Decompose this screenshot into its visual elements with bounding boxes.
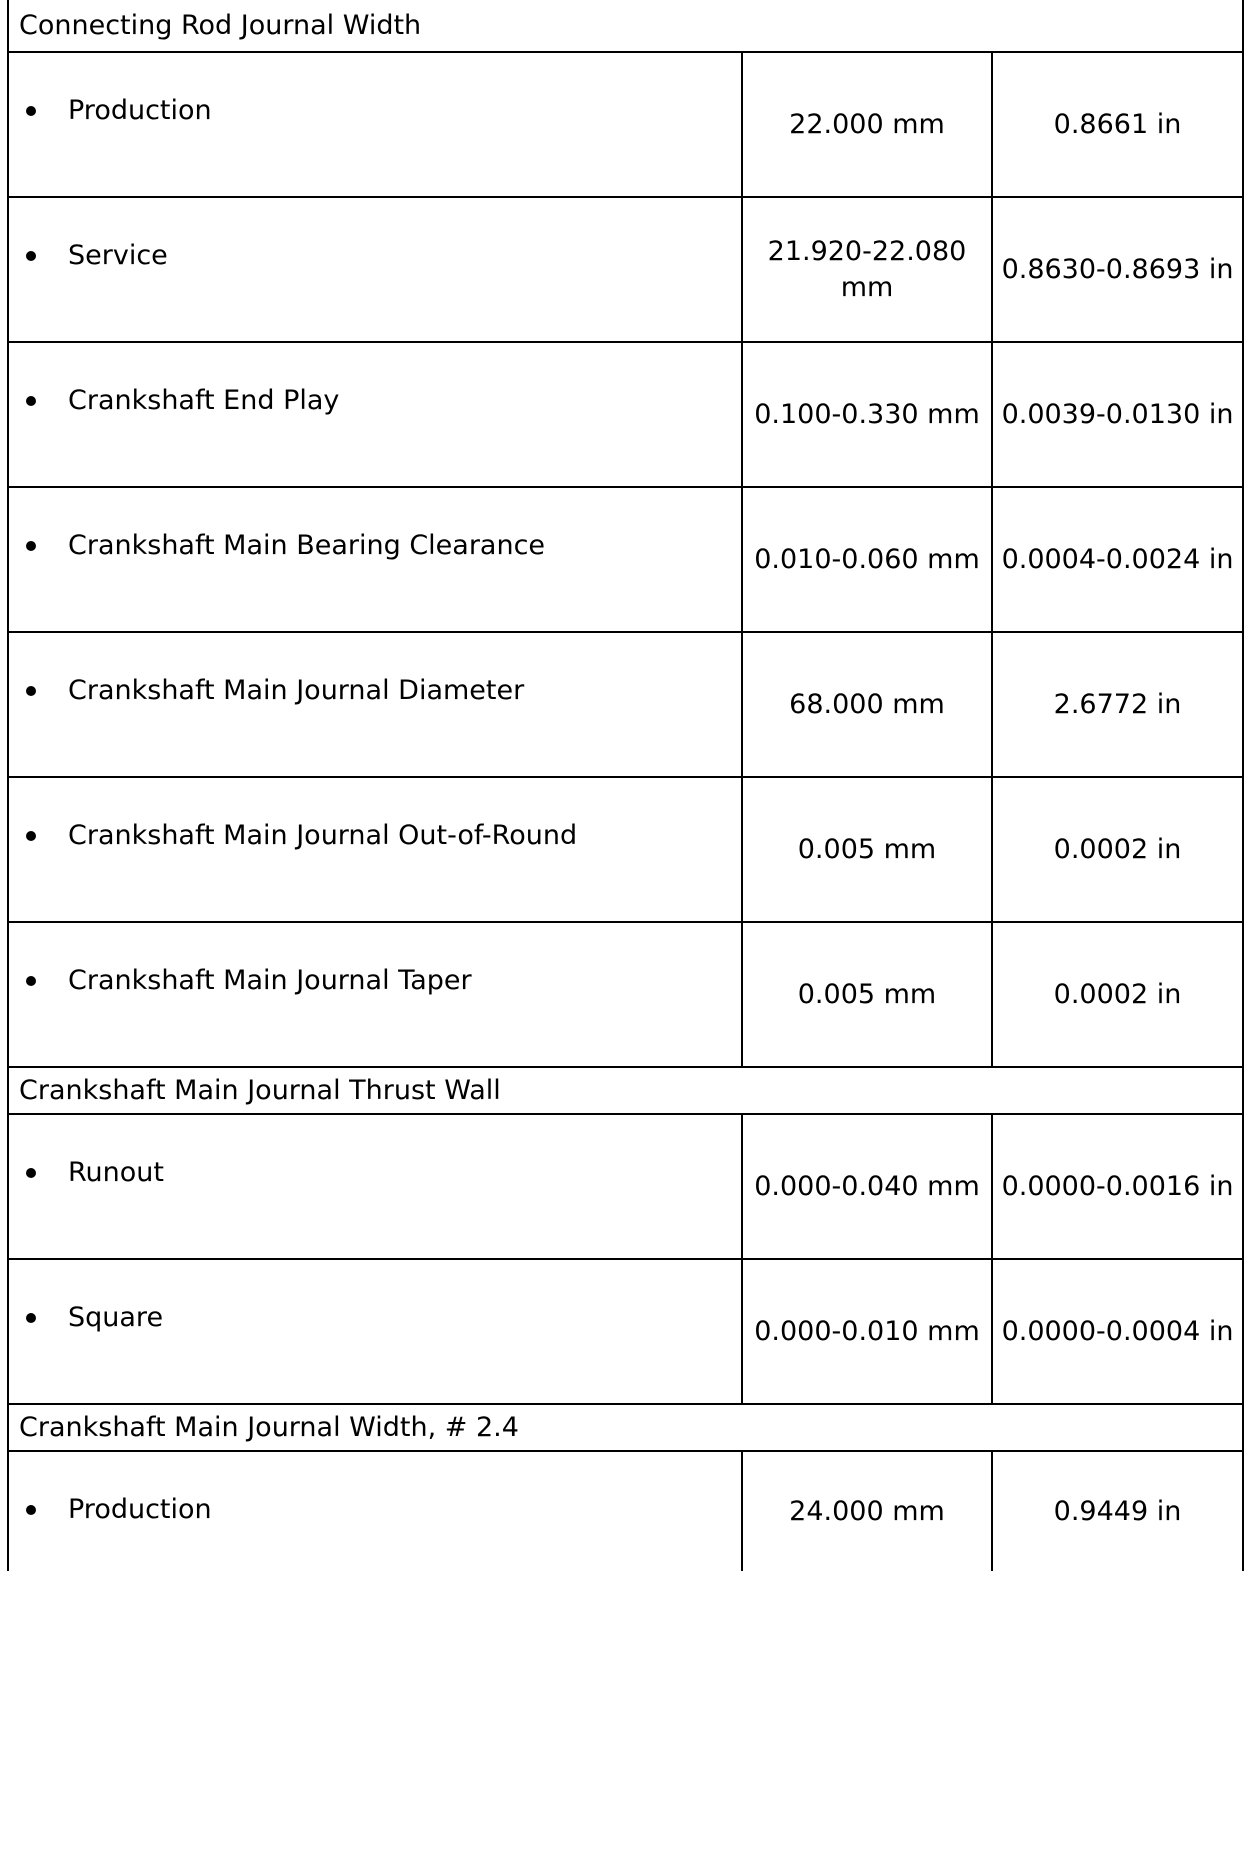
specification-table [7, 0, 1244, 1571]
spec-label: Production [68, 95, 212, 126]
section-title: Connecting Rod Journal Width [8, 0, 1243, 52]
spec-label: Service [68, 240, 168, 271]
spec-label-cell [8, 777, 742, 922]
metric-value: 0.010-0.060 mm [742, 487, 992, 632]
spec-label-cell [8, 1259, 742, 1404]
bullet-icon [26, 831, 36, 841]
section-title: Crankshaft Main Journal Thrust Wall [8, 1067, 1243, 1114]
metric-value: 0.005 mm [742, 922, 992, 1067]
spec-label: Crankshaft Main Bearing Clearance [68, 530, 546, 561]
bullet-icon [26, 541, 36, 551]
bullet-icon [26, 686, 36, 696]
imperial-value: 0.8661 in [992, 52, 1243, 197]
bullet-icon [26, 1168, 36, 1178]
spec-label: Crankshaft Main Journal Taper [68, 965, 472, 996]
table-row [8, 632, 1243, 777]
spec-label-cell [8, 487, 742, 632]
section-header-row [8, 0, 1243, 52]
metric-value: 0.000-0.010 mm [742, 1259, 992, 1404]
table-row [8, 487, 1243, 632]
imperial-value: 0.0002 in [992, 922, 1243, 1067]
spec-label-cell [8, 1451, 742, 1571]
metric-value: 24.000 mm [742, 1451, 992, 1571]
spec-label: Square [68, 1302, 164, 1333]
imperial-value: 0.0002 in [992, 777, 1243, 922]
table-row [8, 342, 1243, 487]
bullet-icon [26, 396, 36, 406]
bullet-icon [26, 1505, 36, 1515]
table-row [8, 777, 1243, 922]
imperial-value: 0.0039-0.0130 in [992, 342, 1243, 487]
spec-label: Crankshaft Main Journal Out-of-Round [68, 820, 578, 851]
spec-label: Runout [68, 1157, 164, 1188]
metric-value: 0.100-0.330 mm [742, 342, 992, 487]
spec-label-cell [8, 52, 742, 197]
bullet-icon [26, 106, 36, 116]
imperial-value: 0.0000-0.0016 in [992, 1114, 1243, 1259]
imperial-value: 0.0000-0.0004 in [992, 1259, 1243, 1404]
section-header-row [8, 1067, 1243, 1114]
imperial-value: 0.8630-0.8693 in [992, 197, 1243, 342]
spec-label-cell [8, 342, 742, 487]
bullet-icon [26, 976, 36, 986]
spec-label: Crankshaft Main Journal Diameter [68, 675, 525, 706]
table-row [8, 52, 1243, 197]
table-row [8, 1451, 1243, 1571]
metric-value: 22.000 mm [742, 52, 992, 197]
spec-label: Crankshaft End Play [68, 385, 340, 416]
section-header-row [8, 1404, 1243, 1451]
bullet-icon [26, 251, 36, 261]
section-title: Crankshaft Main Journal Width, # 2.4 [8, 1404, 1243, 1451]
imperial-value: 0.0004-0.0024 in [992, 487, 1243, 632]
table-row [8, 197, 1243, 342]
table-row [8, 1259, 1243, 1404]
table-row [8, 1114, 1243, 1259]
metric-value: 0.005 mm [742, 777, 992, 922]
spec-label-cell [8, 197, 742, 342]
bullet-icon [26, 1313, 36, 1323]
spec-label-cell [8, 1114, 742, 1259]
metric-value: 68.000 mm [742, 632, 992, 777]
metric-value: 21.920-22.080 mm [742, 197, 992, 342]
spec-label: Production [68, 1494, 212, 1525]
imperial-value: 2.6772 in [992, 632, 1243, 777]
spec-label-cell [8, 922, 742, 1067]
imperial-value: 0.9449 in [992, 1451, 1243, 1571]
spec-label-cell [8, 632, 742, 777]
table-row [8, 922, 1243, 1067]
metric-value: 0.000-0.040 mm [742, 1114, 992, 1259]
